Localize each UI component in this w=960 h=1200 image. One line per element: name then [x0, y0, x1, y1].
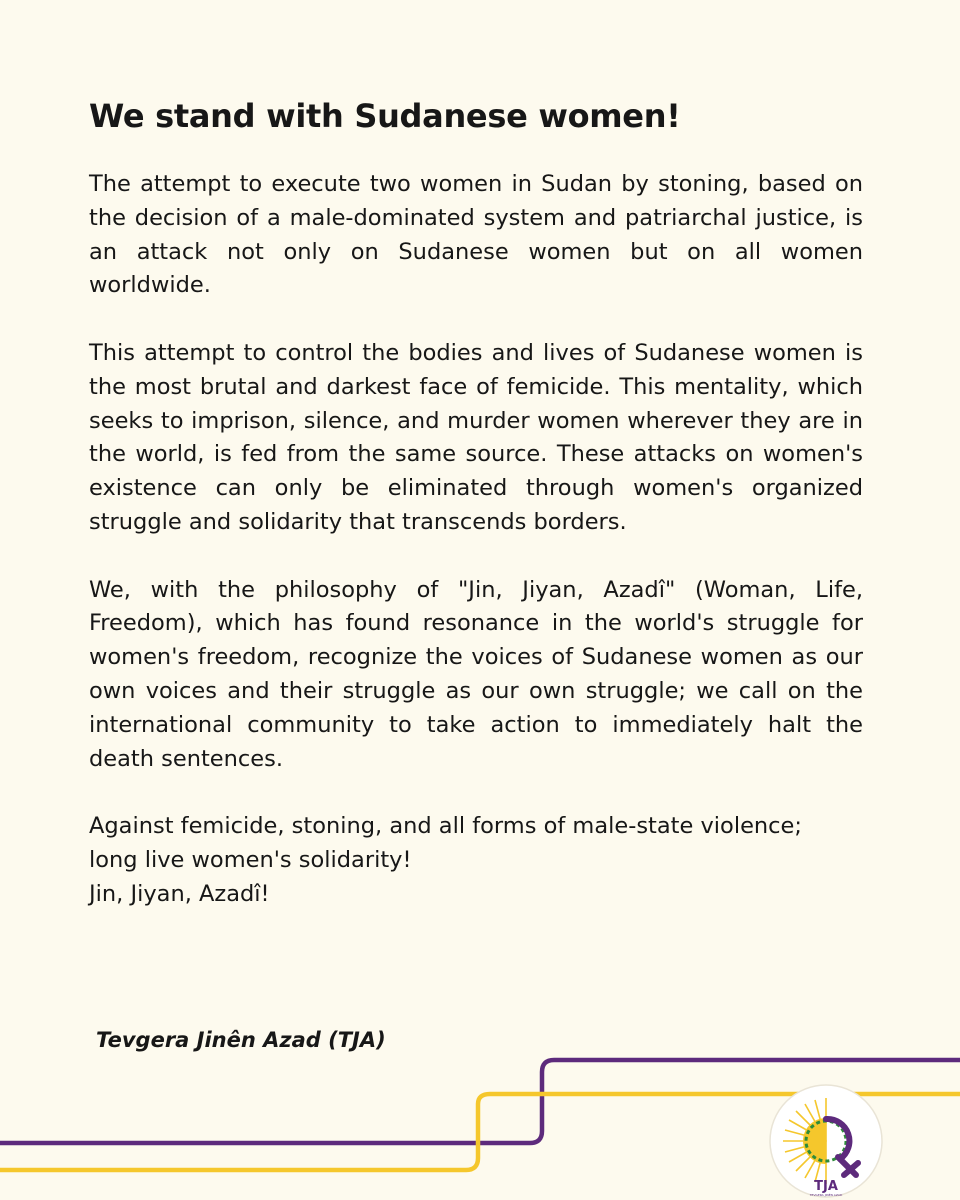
logo-subtitle: TEVGERA JINÊN AZAD	[809, 1193, 843, 1197]
closing-line-3: Jin, Jiyan, Azadî!	[89, 880, 270, 907]
paragraph-intro: The attempt to execute two women in Sudan by stoning, based on the decision of a male-dominated system and patriarchal justice, is an attack not only on Sudanese women but on all women worldwide.	[89, 171, 863, 299]
closing-line-2: long live women's solidarity!	[89, 846, 412, 873]
tja-logo	[768, 1083, 884, 1199]
paragraph-femicide: This attempt to control the bodies and lives of Sudanese women is the most brutal and darkest face of femicide. This mentality, which seeks to imprison, silence, and murder women wherever they are in the world, is fed from the same source. These attacks on women's existence can only be eliminated through women's organized struggle and solidarity that transcends borders.	[89, 339, 863, 535]
logo-abbreviation: TJA	[814, 1179, 838, 1194]
page-title: We stand with Sudanese women!	[89, 97, 681, 135]
closing-line-1: Against femicide, stoning, and all forms of male-state violence;	[89, 813, 802, 840]
paragraph-call-to-action: We, with the philosophy of "Jin, Jiyan, Azadî" (Woman, Life, Freedom), which has found resonance in the world's struggle for women's freedom, recognize the voices of Sudanese women as our own voices and their struggle as our own struggle; we call on the international community to take action to immediately halt the death sentences.	[89, 576, 863, 772]
signature: Tevgera Jinên Azad (TJA)	[96, 1028, 386, 1052]
